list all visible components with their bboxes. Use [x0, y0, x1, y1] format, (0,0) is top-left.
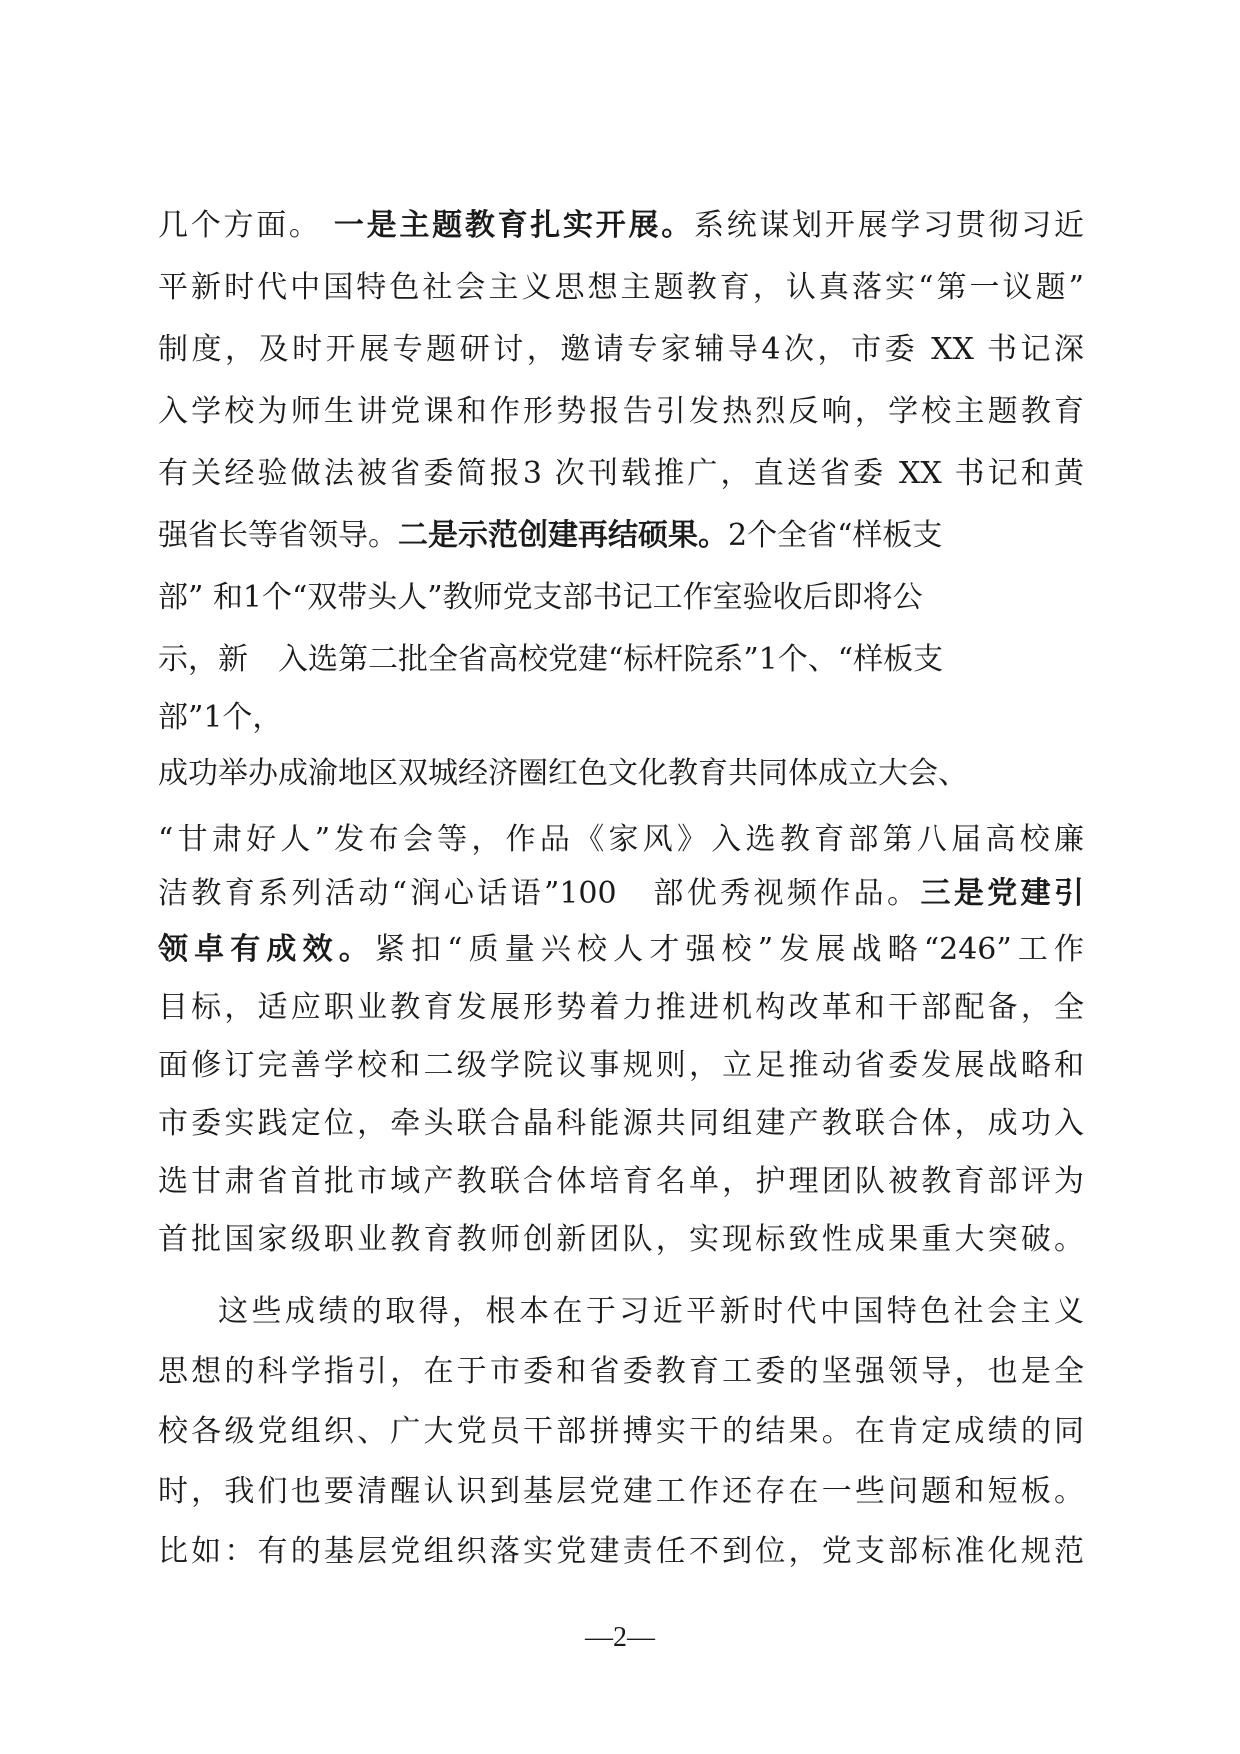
text-line-1: [158, 204, 1084, 248]
text-line-17: 选甘肃省首批市域产教联合体培育名单，护理团队被教育部评为: [158, 1164, 1084, 1199]
text-line-2: 平新时代中国特色社会主义思想主题教育，认真落实“第一议题”: [158, 270, 1084, 305]
bold-heading-2: 二是示范创建再结硕果。: [398, 518, 728, 553]
text-line-9: 部”1个，: [158, 700, 283, 735]
text-span: 紧扣“质量兴校人才强校”发展战略“246”工作: [374, 932, 1085, 967]
text-line-19: 这些成绩的取得，根本在于习近平新时代中国特色社会主义: [218, 1294, 1084, 1329]
text-line-5: 有关经验做法被省委简报3 次刊载推广，直送省委 XX 书记和黄: [158, 456, 1084, 491]
text-span: 洁教育系列活动“润心话语”100 部优秀视频作品。: [158, 876, 921, 911]
text-line-8: 示，新 入选第二批全省高校党建“标杆院系”1个、“样板支: [158, 642, 944, 677]
text-line-22: 时，我们也要清醒认识到基层党建工作还存在一些问题和短板。: [158, 1474, 1084, 1509]
text-line-16: 市委实践定位，牵头联合晶科能源共同组建产教联合体，成功入: [158, 1106, 1084, 1141]
text-line-3: 制度，及时开展专题研讨，邀请专家辅导4次，市委 XX 书记深: [158, 332, 1084, 367]
text-span: 系统谋划开展学习贯彻习近: [693, 208, 1085, 243]
text-line-14: 目标，适应职业教育发展形势着力推进机构改革和干部配备，全: [158, 990, 1084, 1025]
text-span: 几个方面。: [158, 208, 334, 243]
bold-heading-3: 三是党建引: [920, 876, 1085, 911]
bold-heading-3-continued: 领卓有成效。: [158, 932, 375, 967]
page-number: —2—: [585, 1622, 655, 1653]
text-line-15: 面修订完善学校和二级学院议事规则，立足推动省委发展战略和: [158, 1048, 1084, 1083]
text-line-13: [158, 928, 1084, 972]
bold-heading-1: 一是主题教育扎实开展。: [333, 208, 694, 243]
text-line-18: 首批国家级职业教育教师创新团队，实现标致性成果重大突破。: [158, 1222, 1084, 1257]
text-line-10: 成功举办成渝地区双城经济圈红色文化教育共同体成立大会、: [158, 756, 968, 791]
text-line-12: [158, 872, 1084, 916]
text-line-6: [158, 514, 942, 558]
text-line-23: 比如：有的基层党组织落实党建责任不到位，党支部标准化规范: [158, 1534, 1084, 1569]
text-span: 2个全省“样板支: [728, 518, 943, 553]
text-line-4: 入学校为师生讲党课和作形势报告引发热烈反响，学校主题教育: [158, 394, 1084, 429]
text-span: 强省长等省领导。: [158, 518, 398, 553]
text-line-21: 校各级党组织、广大党员干部拼搏实干的结果。在肯定成绩的同: [158, 1414, 1084, 1449]
text-line-20: 思想的科学指引，在于市委和省委教育工委的坚强领导，也是全: [158, 1354, 1084, 1389]
text-line-7: 部” 和1个“双带头人”教师党支部书记工作室验收后即将公: [158, 580, 923, 615]
text-line-11: “甘肃好人”发布会等，作品《家风》入选教育部第八届高校廉: [158, 822, 1084, 857]
